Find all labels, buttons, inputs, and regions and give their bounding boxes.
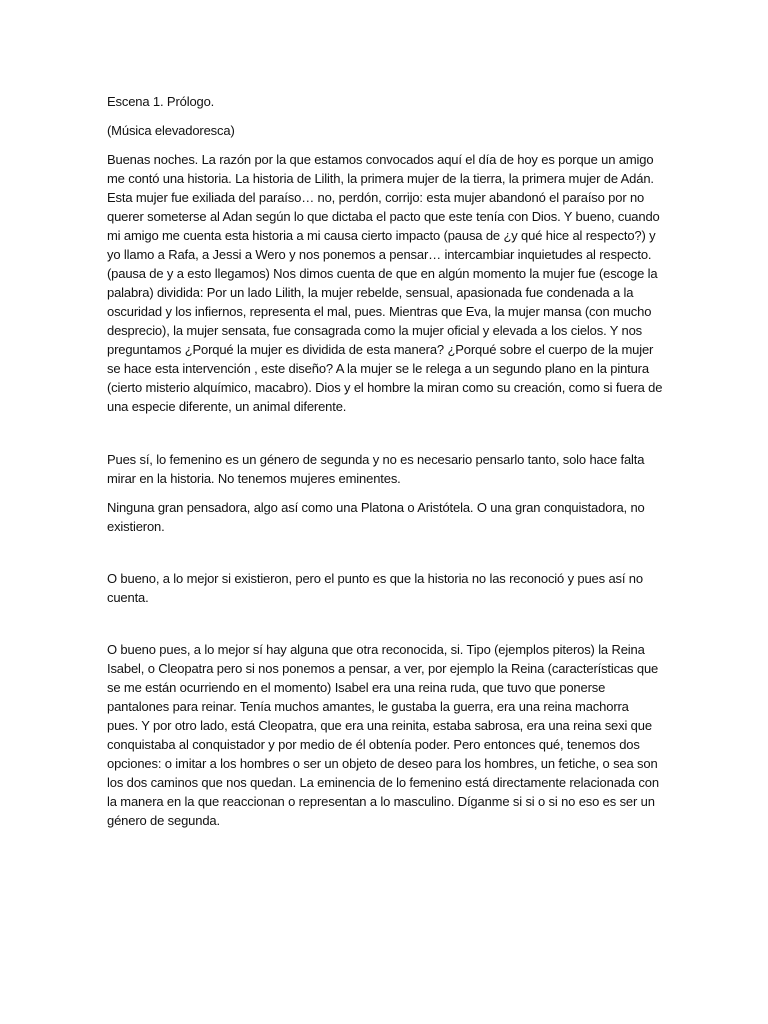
document-body xyxy=(107,92,663,830)
paragraph-no-great-women: Ninguna gran pensadora, algo así como una Platona o Aristótela. O una gran conquistadora, no existieron. xyxy=(107,500,645,534)
paragraph-prologue: Buenas noches. La razón por la que estamos convocados aquí el día de hoy es porque un amigo me contó una historia. La historia de Lilith, la primera mujer de la tierra, la primera mujer de Adán. Esta mujer fue exiliada del paraíso… no, perdón, corrijo: esta mujer abandonó el paraíso por no querer someterse al Adan según lo que dictaba el pacto que este tenía con Dios. Y bueno, cuando mi amigo me cuenta esta historia a mi causa cierto impacto (pausa de ¿y qué hice al respecto?) y yo llamo a Rafa, a Jessi a Wero y nos ponemos a pensar… intercambiar inquietudes al respecto. (pausa de y a esto llegamos) Nos dimos cuenta de que en algún momento la mujer fue (escoge la palabra) dividida: Por un lado Lilith, la mujer rebelde, sensual, apasionada fue condenada a la oscuridad y los infiernos, representa el mal, pues. Mientras que Eva, la mujer mansa (con mucho desprecio), la mujer sensata, fue consagrada como la mujer oficial y elevada a los cielos. Y nos preguntamos ¿Porqué la mujer es dividida de esta manera? ¿Porqué sobre el cuerpo de la mujer se hace esta intervención , este diseño? A la mujer se le relega a un segundo plano en la pintura (cierto misterio alquímico, macabro). Dios y el hombre la miran como su creación, como si fuera de una especie diferente, un animal diferente. xyxy=(107,152,663,414)
paragraph-feminine-second-class: Pues sí, lo femenino es un género de segunda y no es necesario pensarlo tanto, solo hace falta mirar en la historia. No tenemos mujeres eminentes. xyxy=(107,452,645,486)
paragraph-queens-examples: O bueno pues, a lo mejor sí hay alguna que otra reconocida, si. Tipo (ejemplos piteros) la Reina Isabel, o Cleopatra pero si nos ponemos a pensar, a ver, por ejemplo la Reina (características que se me están ocurriendo en el momento) Isabel era una reina ruda, que tuvo que ponerse pantalones para reinar. Tenía muchos amantes, le gustaba la guerra, era una reina machorra pues. Y por otro lado, está Cleopatra, que era una reinita, estaba sabrosa, era una reina sexi que conquistaba al conquistador y por medio de él obtenía poder. Pero entonces qué, tenemos dos opciones: o imitar a los hombres o ser un objeto de deseo para los hombres, un fetiche, o sea son los dos caminos que nos quedan. La eminencia de lo femenino está directamente relacionada con la manera en la que reaccionan o representan a lo masculino. Díganme si si o si no eso es ser un género de segunda. xyxy=(107,642,659,828)
stage-direction: (Música elevadoresca) xyxy=(107,123,235,138)
paragraph-history-not-recognized: O bueno, a lo mejor si existieron, pero el punto es que la historia no las reconoció y pues así no cuenta. xyxy=(107,571,643,605)
scene-title: Escena 1. Prólogo. xyxy=(107,94,215,109)
